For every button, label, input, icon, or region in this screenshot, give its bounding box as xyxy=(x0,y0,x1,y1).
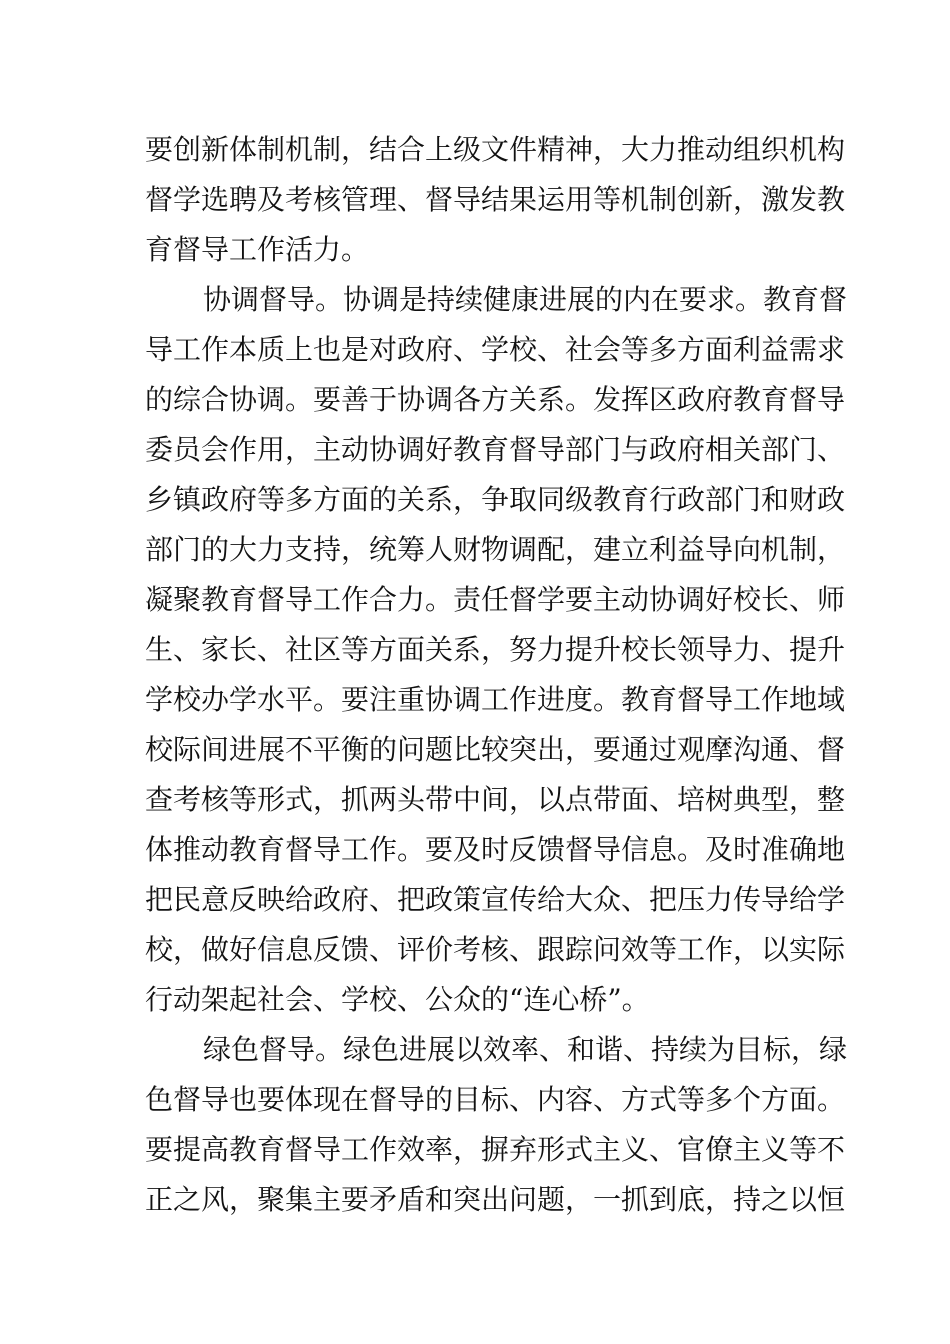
text-line: 正之风，聚集主要矛盾和突出问题，一抓到底，持之以恒 xyxy=(145,1183,846,1216)
text-line: 育督导工作活力。 xyxy=(145,233,370,266)
text-line: 部门的大力支持，统筹人财物调配，建立利益导向机制， xyxy=(145,533,846,566)
text-line: 生、家长、社区等方面关系，努力提升校长领导力、提升 xyxy=(145,633,846,666)
text-line: 的综合协调。要善于协调各方关系。发挥区政府教育督导 xyxy=(145,383,846,416)
text-line: 督学选聘及考核管理、督导结果运用等机制创新，激发教 xyxy=(145,183,846,216)
text-line: 行动架起社会、学校、公众的“连心桥”。 xyxy=(145,983,650,1016)
text-line: 学校办学水平。要注重协调工作进度。教育督导工作地域 xyxy=(145,683,846,716)
paragraph-first-line: 协调督导。协调是持续健康进展的内在要求。教育督 xyxy=(203,283,848,316)
text-line: 要创新体制机制，结合上级文件精神，大力推动组织机构 xyxy=(145,133,846,166)
text-line: 乡镇政府等多方面的关系，争取同级教育行政部门和财政 xyxy=(145,483,846,516)
text-line: 把民意反映给政府、把政策宣传给大众、把压力传导给学 xyxy=(145,883,846,916)
text-line: 校际间进展不平衡的问题比较突出，要通过观摩沟通、督 xyxy=(145,733,846,766)
text-line: 凝聚教育督导工作合力。责任督学要主动协调好校长、师 xyxy=(145,583,846,616)
text-line: 导工作本质上也是对政府、学校、社会等多方面利益需求 xyxy=(145,333,846,366)
text-line: 色督导也要体现在督导的目标、内容、方式等多个方面。 xyxy=(145,1083,846,1116)
paragraph-first-line: 绿色督导。绿色进展以效率、和谐、持续为目标，绿 xyxy=(203,1033,848,1066)
text-line: 体推动教育督导工作。要及时反馈督导信息。及时准确地 xyxy=(145,833,846,866)
text-line: 委员会作用，主动协调好教育督导部门与政府相关部门、 xyxy=(145,433,846,466)
text-line: 要提高教育督导工作效率，摒弃形式主义、官僚主义等不 xyxy=(145,1133,846,1166)
text-line: 校，做好信息反馈、评价考核、跟踪问效等工作，以实际 xyxy=(145,933,846,966)
text-line: 查考核等形式，抓两头带中间，以点带面、培树典型，整 xyxy=(145,783,846,816)
